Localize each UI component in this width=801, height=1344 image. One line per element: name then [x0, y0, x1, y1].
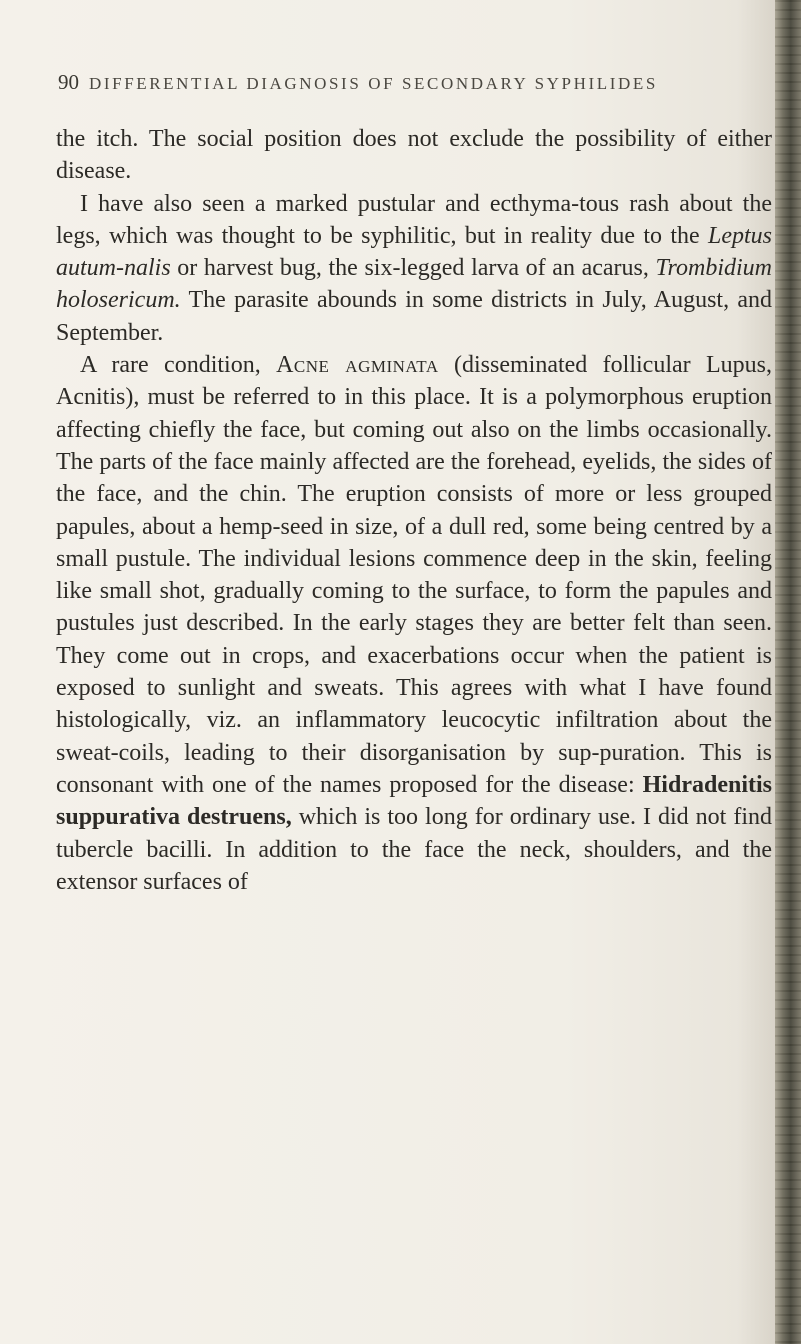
paragraph-1-text: the itch. The social position does not exclude the possibility of either disease. [56, 126, 772, 185]
paragraph-3-text-middle: (disseminated follicular Lupus, Acnitis), must be referred to in this place. It is a polymorphous eruption affecting chiefly the face, but coming out also on the limbs occasionally. The parts of the face mainly affected are the forehead, eyelids, the sides of the face, and the chin. The eruption consists of more or less grouped papules, about a hemp-seed in size, of a dull red, some being centred by a small pustule. The individual lesions commence deep in the skin, feeling like small shot, gradually coming to the surface, to form the papules and pustules just described. In the early stages they are better felt than seen. They come out in crops, and exacerbations occur when the patient is exposed to sunlight and sweats. This agrees with what I have found histologically, viz. an inflammatory leucocytic infiltration about the sweat-coils, leading to their disorganisation by sup-puration. This is consonant with one of the names proposed for the disease: [56, 352, 773, 798]
paragraph-2 [56, 188, 772, 349]
paragraph-3-text-end: which is too long for ordinary use. I did not find tubercle bacilli. In addition to the face the neck, shoulders, and the extensor surfaces of [56, 804, 772, 895]
running-header [58, 70, 758, 95]
condition-name-hidradenitis: Hidradenitis suppurativa destruens, [56, 771, 772, 831]
paragraph-2-text-end: The parasite abounds in some districts in July, August, and September. [56, 287, 772, 346]
paragraph-3 [56, 349, 772, 898]
paragraph-2-text-start: I have also seen a marked pustular and ecthyma-tous rash about the legs, which was thought to be syphilitic, but in reality due to the [56, 190, 772, 249]
page-number: 90 [58, 70, 79, 94]
paragraph-1 [56, 123, 772, 188]
species-name-trombidium: Trombidium holosericum. [56, 255, 772, 314]
paragraph-3-text-start: A rare condition, [80, 352, 277, 379]
page-binding-edge [775, 0, 801, 1344]
condition-name-acne-agminata: Acne agminata [276, 352, 439, 379]
body-text [56, 123, 772, 898]
running-title: DIFFERENTIAL DIAGNOSIS OF SECONDARY SYPHILIDES [89, 74, 658, 93]
species-name-leptus: Leptus autum-nalis [56, 222, 772, 282]
paragraph-2-text-middle: or harvest bug, the six-legged larva of an acarus, [170, 255, 656, 282]
